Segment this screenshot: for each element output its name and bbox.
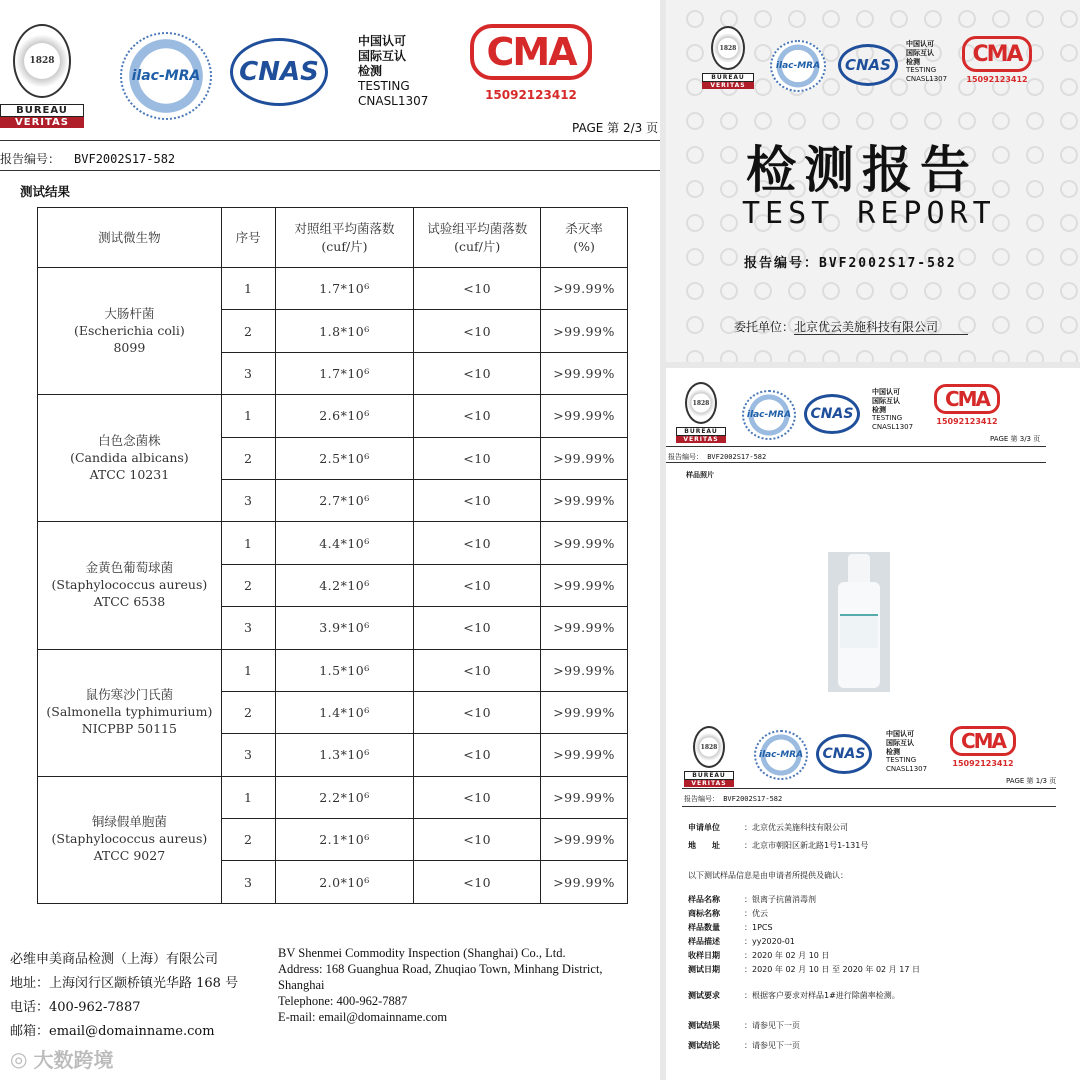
- conclusion-row: 测试结论 ：请参见下一页: [688, 1041, 800, 1050]
- footer-company-cn: 必维申美商品检测（上海）有限公司: [10, 952, 219, 967]
- kill-rate-cell: >99.99%: [541, 479, 628, 521]
- test-count-cell: <10: [414, 310, 541, 352]
- control-count-cell: 1.5*10⁶: [275, 649, 414, 691]
- header-rule: [0, 140, 660, 141]
- bv-top-text: BUREAU: [684, 771, 734, 780]
- seq-cell: 3: [221, 861, 275, 903]
- sample-info-row: 收样日期 ：2020 年 02 月 10 日: [688, 951, 830, 960]
- requirement-row: 测试要求 ：根据客户要求对样品1#进行除菌率检测。: [688, 991, 900, 1000]
- footer-email-cn: 邮箱：email@domainname.com: [10, 1024, 215, 1039]
- cover-title-en: TEST REPORT: [742, 196, 996, 231]
- kill-rate-cell: >99.99%: [541, 734, 628, 776]
- cma-logo: [962, 36, 1032, 84]
- cma-number: 15092123412: [936, 417, 998, 426]
- cma-number: 15092123412: [966, 75, 1028, 84]
- cover-title-cn: 检测报告: [746, 141, 978, 199]
- bureau-veritas-logo: [702, 26, 754, 89]
- report-number: 报告编号： BVF2002S17-582: [668, 453, 767, 461]
- footer-address-cn: 地址：上海闵行区颛桥镇光华路 168 号: [10, 976, 239, 991]
- bv-bottom-text: VERITAS: [0, 117, 84, 128]
- report-number: 报告编号： BVF2002S17-582: [684, 795, 783, 803]
- seq-cell: 2: [221, 437, 275, 479]
- results-table: [37, 207, 628, 904]
- control-count-cell: 2.7*10⁶: [275, 479, 414, 521]
- test-count-cell: <10: [414, 395, 541, 437]
- test-count-cell: <10: [414, 352, 541, 394]
- table-row: [38, 649, 628, 691]
- microbe-name-cell: 鼠伤寒沙门氏菌 (Salmonella typhimurium) NICPBP 50115: [38, 649, 222, 776]
- test-count-cell: <10: [414, 268, 541, 310]
- bv-bottom-text: VERITAS: [684, 780, 734, 787]
- footer-address-en: Address: 168 Guanghua Road, Zhuqiao Town, Minhang District,: [278, 962, 603, 976]
- kill-rate-cell: >99.99%: [541, 564, 628, 606]
- control-count-cell: 1.8*10⁶: [275, 310, 414, 352]
- test-count-cell: <10: [414, 437, 541, 479]
- bv-top-text: BUREAU: [702, 73, 754, 82]
- seq-cell: 2: [221, 691, 275, 733]
- watermark: ◎ 大数跨境: [10, 1046, 114, 1072]
- seq-cell: 1: [221, 776, 275, 818]
- seq-cell: 3: [221, 352, 275, 394]
- seq-cell: 1: [221, 649, 275, 691]
- footer-company-en: BV Shenmei Commodity Inspection (Shanghai) Co., Ltd.: [278, 946, 566, 960]
- test-count-cell: <10: [414, 819, 541, 861]
- header-test: 试验组平均菌落数 (cuf/片): [414, 208, 541, 268]
- seq-cell: 1: [221, 268, 275, 310]
- accreditation-text: 中国认可 国际互认 检测 TESTING CNASL1307: [906, 40, 948, 83]
- test-count-cell: <10: [414, 564, 541, 606]
- test-count-cell: <10: [414, 776, 541, 818]
- table-row: [38, 776, 628, 818]
- kill-rate-cell: >99.99%: [541, 352, 628, 394]
- microbe-name-cell: 大肠杆菌 (Escherichia coli) 8099: [38, 268, 222, 395]
- bureau-veritas-logo: [684, 726, 734, 787]
- bottle-label: [840, 614, 878, 648]
- header-microbe: 测试微生物: [38, 208, 222, 268]
- kill-rate-cell: >99.99%: [541, 522, 628, 564]
- bv-top-text: BUREAU: [676, 427, 726, 436]
- section-title: 样品照片: [686, 471, 714, 479]
- kill-rate-cell: >99.99%: [541, 437, 628, 479]
- bv-seal-icon: 1828: [711, 26, 745, 70]
- ilac-mra-logo: ilac-MRA: [754, 730, 808, 780]
- bottle-sprayer: [848, 554, 870, 584]
- header-rate: 杀灭率 (%): [541, 208, 628, 268]
- seq-cell: 3: [221, 734, 275, 776]
- test-count-cell: <10: [414, 522, 541, 564]
- cma-logo: [950, 726, 1016, 768]
- header-seq: 序号: [221, 208, 275, 268]
- kill-rate-cell: >99.99%: [541, 819, 628, 861]
- cnas-logo: CNAS: [816, 734, 872, 774]
- cma-number: 15092123412: [952, 759, 1014, 768]
- sample-info-row: 商标名称 ：优云: [688, 909, 768, 918]
- kill-rate-cell: >99.99%: [541, 691, 628, 733]
- accreditation-text: 中国认可 国际互认 检测 TESTING CNASL1307: [358, 34, 429, 108]
- control-count-cell: 1.7*10⁶: [275, 352, 414, 394]
- cma-logo: [470, 24, 592, 102]
- sample-info-row: 样品名称 ：银离子抗菌消毒剂: [688, 895, 816, 904]
- header-control: 对照组平均菌落数 (cuf/片): [275, 208, 414, 268]
- accreditation-text: 中国认可 国际互认 检测 TESTING CNASL1307: [886, 730, 928, 773]
- sample-info-row: 测试日期 ：2020 年 02 月 10 日 至 2020 年 02 月 17 日: [688, 965, 920, 974]
- report-rule: [682, 806, 1056, 807]
- cover-report-number: 报告编号：BVF2002S17-582: [744, 256, 957, 271]
- test-count-cell: <10: [414, 607, 541, 649]
- bv-seal-icon: 1828: [685, 382, 717, 424]
- cma-mark: CMA: [470, 24, 592, 80]
- ilac-mra-logo: ilac-MRA: [120, 32, 212, 120]
- ilac-mra-logo: ilac-MRA: [742, 390, 796, 440]
- header-rule: [666, 446, 1046, 447]
- control-count-cell: 4.2*10⁶: [275, 564, 414, 606]
- page-number: PAGE 第 3/3 页: [990, 435, 1041, 443]
- test-count-cell: <10: [414, 734, 541, 776]
- cnas-logo: CNAS: [230, 38, 328, 106]
- control-count-cell: 1.4*10⁶: [275, 691, 414, 733]
- test-count-cell: <10: [414, 479, 541, 521]
- applicant-row: 申请单位 ：北京优云美施科技有限公司: [688, 823, 848, 832]
- intro-text: 以下测试样品信息是由申请者所提供及确认：: [688, 871, 848, 880]
- seq-cell: 2: [221, 564, 275, 606]
- sample-info-row: 样品数量 ：1PCS: [688, 923, 773, 932]
- bureau-veritas-logo: [676, 382, 726, 443]
- seq-cell: 1: [221, 395, 275, 437]
- report-rule: [0, 170, 660, 171]
- seq-cell: 2: [221, 310, 275, 352]
- header-rule: [682, 788, 1056, 789]
- sample-bottle-photo: [828, 552, 890, 692]
- page-number: PAGE 第 2/3 页: [572, 121, 659, 135]
- report-rule: [666, 462, 1046, 463]
- watermark-logo-icon: ◎: [10, 1046, 28, 1071]
- bv-seal-icon: 1828: [693, 726, 725, 768]
- kill-rate-cell: >99.99%: [541, 268, 628, 310]
- page-number: PAGE 第 1/3 页: [1006, 777, 1057, 785]
- bureau-veritas-logo: [0, 24, 84, 128]
- bv-bottom-text: VERITAS: [702, 82, 754, 89]
- kill-rate-cell: >99.99%: [541, 310, 628, 352]
- test-count-cell: <10: [414, 649, 541, 691]
- control-count-cell: 2.5*10⁶: [275, 437, 414, 479]
- section-title: 测试结果: [20, 184, 71, 199]
- kill-rate-cell: >99.99%: [541, 649, 628, 691]
- cma-mark: CMA: [934, 384, 1000, 414]
- seq-cell: 3: [221, 607, 275, 649]
- control-count-cell: 4.4*10⁶: [275, 522, 414, 564]
- bv-top-text: BUREAU: [0, 104, 84, 117]
- control-count-cell: 1.3*10⁶: [275, 734, 414, 776]
- cma-mark: CMA: [962, 36, 1032, 72]
- control-count-cell: 3.9*10⁶: [275, 607, 414, 649]
- cover-client: 委托单位：北京优云美施科技有限公司: [734, 318, 968, 335]
- report-number: 报告编号： BVF2002S17-582: [0, 152, 176, 166]
- kill-rate-cell: >99.99%: [541, 607, 628, 649]
- application-info-page: [666, 718, 1080, 1080]
- kill-rate-cell: >99.99%: [541, 861, 628, 903]
- sample-info-row: 样品描述 ：yy2020-01: [688, 937, 795, 946]
- result-row: 测试结果 ：请参见下一页: [688, 1021, 800, 1030]
- ilac-mra-logo: ilac-MRA: [770, 40, 826, 92]
- table-row: [38, 522, 628, 564]
- control-count-cell: 2.1*10⁶: [275, 819, 414, 861]
- control-count-cell: 2.2*10⁶: [275, 776, 414, 818]
- seq-cell: 3: [221, 479, 275, 521]
- footer-phone-cn: 电话：400-962-7887: [10, 1000, 141, 1015]
- table-header-row: [38, 208, 628, 268]
- seq-cell: 2: [221, 819, 275, 861]
- microbe-name-cell: 金黄色葡萄球菌 (Staphylococcus aureus) ATCC 6538: [38, 522, 222, 649]
- microbe-name-cell: 白色念菌株 (Candida albicans) ATCC 10231: [38, 395, 222, 522]
- cover-page: [666, 0, 1080, 362]
- cma-mark: CMA: [950, 726, 1016, 756]
- test-count-cell: <10: [414, 861, 541, 903]
- footer-phone-en: Telephone: 400-962-7887: [278, 994, 408, 1008]
- seq-cell: 1: [221, 522, 275, 564]
- cma-number: 15092123412: [485, 88, 577, 102]
- cma-logo: [934, 384, 1000, 426]
- cnas-logo: CNAS: [804, 394, 860, 434]
- control-count-cell: 1.7*10⁶: [275, 268, 414, 310]
- bv-seal-icon: 1828: [13, 24, 71, 98]
- control-count-cell: 2.6*10⁶: [275, 395, 414, 437]
- accreditation-text: 中国认可 国际互认 检测 TESTING CNASL1307: [872, 388, 914, 431]
- control-count-cell: 2.0*10⁶: [275, 861, 414, 903]
- kill-rate-cell: >99.99%: [541, 395, 628, 437]
- cnas-logo: CNAS: [838, 44, 898, 86]
- bv-bottom-text: VERITAS: [676, 436, 726, 443]
- kill-rate-cell: >99.99%: [541, 776, 628, 818]
- address-row: 地 址 ：北京市朝阳区新北路1号1-131号: [688, 841, 869, 850]
- table-row: [38, 395, 628, 437]
- footer-email-en: E-mail: email@domainname.com: [278, 1010, 448, 1024]
- table-row: [38, 268, 628, 310]
- microbe-name-cell: 铜绿假单胞菌 (Staphylococcus aureus) ATCC 9027: [38, 776, 222, 903]
- test-count-cell: <10: [414, 691, 541, 733]
- footer-city-en: Shanghai: [278, 978, 325, 992]
